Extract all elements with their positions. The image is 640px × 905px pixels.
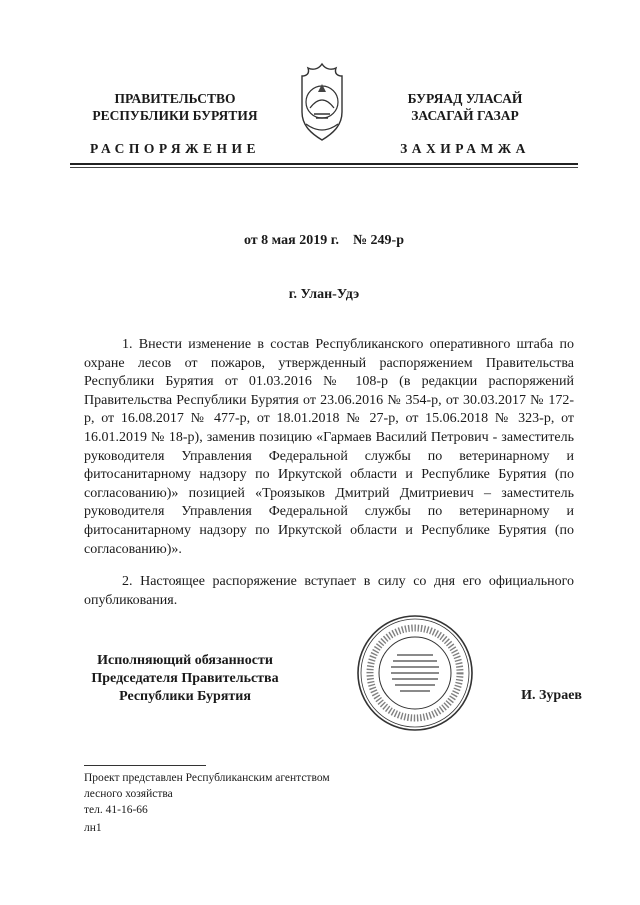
footer-line1: Проект представлен Республиканским агентством — [84, 772, 330, 784]
signatory-name: И. Зураев — [521, 688, 582, 703]
paragraph-2: 2. Настоящее распоряжение вступает в силу со дня его официального опубликования. — [84, 574, 574, 608]
org-name-buryat-line2: ЗАСАГАЙ ГАЗАР — [411, 108, 519, 123]
document-date-number: от 8 мая 2019 г. № 249-р — [243, 233, 404, 248]
signatory-title-line2: Председателя Правительства — [91, 671, 279, 686]
header-rule-thin — [70, 167, 578, 168]
footer-phone: тел. 41-16-66 — [84, 804, 148, 816]
org-name-line1: ПРАВИТЕЛЬСТВО — [114, 91, 236, 106]
footer-rule — [84, 765, 206, 766]
signatory-title-line1: Исполняющий обязанности — [97, 653, 273, 668]
signatory-title — [70, 652, 300, 706]
doc-type-russian: РАСПОРЯЖЕНИЕ — [89, 141, 261, 156]
document-city: г. Улан-Удэ — [288, 287, 360, 302]
coat-of-arms-emblem — [296, 62, 348, 146]
org-name-russian — [70, 90, 280, 124]
header-rule-thick — [70, 163, 578, 165]
signatory-title-line3: Республики Бурятия — [119, 689, 251, 704]
doc-type-buryat: ЗАХИРАМЖА — [400, 141, 530, 156]
org-name-buryat — [360, 90, 570, 124]
document-body — [84, 336, 574, 610]
footer-note — [84, 770, 330, 818]
official-seal-stamp — [355, 613, 475, 733]
org-name-line2: РЕСПУБЛИКИ БУРЯТИЯ — [92, 108, 258, 123]
org-name-buryat-line1: БУРЯАД УЛАСАЙ — [407, 91, 523, 106]
footer-line2: лесного хозяйства — [84, 788, 173, 800]
paragraph-1: 1. Внести изменение в состав Республиканского оперативного штаба по охране лесов от пожаров, утвержденный распоряжением Правительства Республики Бурятия от 01.03.2016 № 108-р (в редакции распоряжений Правительства Республики Бурятия от 23.06.2016 № 354-р, от 30.03.2017 № 172-р, от 16.08.2017 № 477-р, от 18.01.2018 № 27-р, от 15.06.2018 № 323-р, от 16.01.2019 № 18-р), заменив позицию «Гармаев Василий Петрович - заместитель руководителя Управления Федеральной службы по ветеринарному и фитосанитарному надзору по Иркутской области и Республике Бурятия (по согласованию)» позицией «Троязыков Дмитрий Дмитриевич – заместитель руководителя Управления Федеральной службы по ветеринарному и фитосанитарному надзору по Иркутской области и Республике Бурятия (по согласованию)». — [84, 337, 574, 557]
document-code: лн1 — [84, 822, 102, 834]
